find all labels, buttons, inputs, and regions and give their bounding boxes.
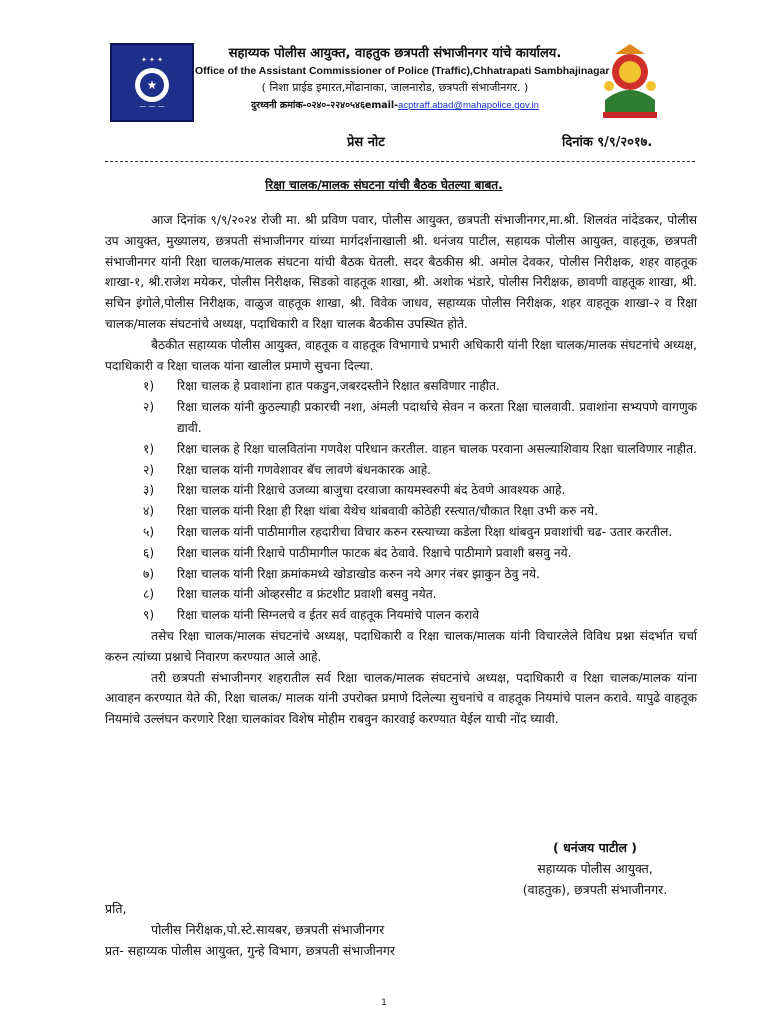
- signatory-name: ( धनंजय पाटील ): [553, 840, 637, 855]
- paragraph-3: तसेच रिक्षा चालक/मालक संघटनांचे अध्यक्ष, पदाधिकारी व रिक्षा चालक/मालक यांनी विचारलेले विविध प्रश्ना संदर्भात चर्चा करुन त्यांच्या प्रश्नाचे निवारण करण्यात आले आहे.: [105, 628, 697, 664]
- press-row: [0, 132, 768, 154]
- list-item: २) रिक्षा चालक यांनी गणवेशावर बॅच लावणे बंधनकारक आहे.: [143, 462, 432, 477]
- list-item: ४) रिक्षा चालक यांनी रिक्षा ही रिक्षा थांबा येथेच थांबवावी कोठेही रस्त्यात/चौकात रिक्षा उभी करु नये.: [143, 504, 598, 519]
- list-item: १) रिक्षा चालक हे प्रवाशांना हात पकडुन,जबरदस्तीने रिक्षात बसविणार नाहीत.: [143, 379, 500, 394]
- page-number: 1: [381, 998, 387, 1008]
- office-title-english: Office of the Assistant Commissioner of Police (Traffic),Chhatrapati Sambhajinagar: [195, 65, 610, 77]
- paragraph-2: बैठकीत सहाय्यक पोलीस आयुक्त, वाहतूक व वाहतूक विभागाचे प्रभारी अधिकारी यांनी रिक्षा चालक/मालक संघटनांचे अध्यक्ष, पदाधिकारी व रिक्षा चालक यांना खालील प्रमाणे सुचना दिल्या.: [105, 337, 697, 373]
- list-item: ७) रिक्षा चालक यांनी रिक्षा क्रमांकमध्ये खोडाखोड करुन नये अगर नंबर झाकुन ठेवु नये.: [143, 566, 540, 581]
- list-item: २) रिक्षा चालक यांनी कुठल्याही प्रकारची नशा, अंमली पदार्थाचे सेवन न करता रिक्षा चालवावी. प्रवाशांना सभ्यपणे वागणुक द्यावी.: [143, 400, 697, 435]
- signatory-office: (वाहतुक), छत्रपती संभाजीनगर.: [522, 882, 668, 897]
- paragraph-1: आज दिनांक ९/९/२०२४ रोजी मा. श्री प्रविण पवार, पोलीस आयुक्त, छत्रपती संभाजीनगर,मा.श्री. शिलवंत नांदेडकर, पोलीस उप आयुक्त, मुख्यालय, छत्रपती संभाजीनगर यांच्या मार्गदर्शनाखाली श्री. धनंजय पाटील, सहायक पोलीस आयुक्त, वाहतूक, छत्रपती संभाजीनगर यांनी रिक्षा चालक/मालक संघटना यांची बैठक घेतली. सदर बैठकीस श्री. अमोल देवकर, पोलीस निरीक्षक, शहर वाहतूक शाखा-१, श्री.राजेश मयेकर, पोलीस निरीक्षक, सिडको वाहतूक शाखा, श्री. अशोक भंडारे, पोलीस निरीक्षक, छावणी वाहतूक शाखा, श्री. सचिन इंगोले,पोलीस निरीक्षक, वाळुज वाहतूक शाखा, श्री. विवेक जाधव, सहाय्यक पोलीस निरीक्षक, शहर वाहतूक शाखा-२ व रिक्षा चालक/मालक संघटनांचे अध्यक्ष, पदाधिकारी व रिक्षा चालक बैठकीस उपस्थित होते.: [105, 213, 697, 331]
- paragraph-4: तरी छत्रपती संभाजीनगर शहरातील सर्व रिक्षा चालक/मालक संघटनांचे अध्यक्ष, पदाधिकारी व रिक्षा चालक/मालक यांना आवाहन करण्यात येते की, रिक्षा चालक/ मालक यांनी उपरोक्त प्रमाणे दिलेल्या सुचनांचे व वाहतूक नियमांचे पालन करावे. यापुढे वाहतूक नियमांचे उल्लंघन करणारे रिक्षा चालकांवर विशेष मोहीम राबवुन कारवाई करण्यात येईल याची नोंद घ्यावी.: [105, 670, 697, 727]
- list-item: ३) रिक्षा चालक यांनी रिक्षाचे उजव्या बाजुचा दरवाजा कायमस्वरुपी बंद ठेवणे आवश्यक आहे.: [143, 483, 566, 498]
- list-item: ८) रिक्षा चालक यांनी ओव्हरसीट व फ्रंटशीट प्रवाशी बसवु नयेत.: [143, 587, 437, 602]
- email-link[interactable]: acptraff.abad@mahapolice.gov.in: [398, 100, 539, 111]
- divider: [105, 161, 695, 162]
- signature-block: [480, 837, 710, 900]
- phone-label: दुरध्वनी क्रमांक-०२४०-२२४०५४६email-: [251, 100, 399, 111]
- list-item: १) रिक्षा चालक हे रिक्षा चालवितांना गणवेश परिधान करतील. वाहन चालक परवाना असल्याशिवाय रिक्षा चालविणार नाहीत.: [143, 441, 697, 456]
- signatory-designation: सहाय्यक पोलीस आयुक्त,: [537, 861, 653, 876]
- copy-to: प्रत- सहाय्यक पोलीस आयुक्त, गुन्हे विभाग, छत्रपती संभाजीनगर: [105, 943, 395, 958]
- office-title-marathi: सहाय्यक पोलीस आयुक्त, वाहतुक छत्रपती संभाजीनगर यांचे कार्यालय.: [228, 46, 562, 61]
- press-date: दिनांक ९/९/२०१७.: [562, 135, 653, 150]
- contact-line: [195, 97, 595, 115]
- list-item: ९) रिक्षा चालक यांनी सिग्नलचे व ईतर सर्व वाहतूक नियमांचे पालन करावे: [143, 608, 480, 623]
- to-label: प्रति,: [105, 901, 127, 916]
- list-item: ५) रिक्षा चालक यांनी पाठीमागील रहदारीचा विचार करुन रस्त्याच्या कडेला रिक्षा थांबवुन प्रवाशांची चढ- उतार करतील.: [143, 524, 673, 539]
- letterhead: [195, 45, 610, 115]
- maharashtra-emblem-icon: [595, 40, 665, 120]
- instruction-list: [105, 376, 697, 626]
- recipient-1: पोलीस निरीक्षक,पो.स्टे.सायबर, छत्रपती संभाजीनगर: [151, 922, 385, 937]
- police-emblem-icon: ✦ ✦ ✦ ★ — — —: [110, 43, 194, 122]
- body-text: [105, 210, 697, 730]
- office-address: ( निशा प्राईड इमारत,मोंढानाका, जालनारोड, छत्रपती संभाजीनगर. ): [261, 81, 529, 94]
- subject-line: रिक्षा चालक/मालक संघटना यांची बैठक घेतल्या बाबत.: [265, 178, 503, 192]
- press-note-label: प्रेस नोट: [347, 135, 385, 150]
- list-item: ६) रिक्षा चालक यांनी रिक्षाचे पाठीमागील फाटक बंद ठेवावे. रिक्षाचे पाठीमागे प्रवाशी बसवु नये.: [143, 545, 572, 560]
- recipients-block: [105, 898, 395, 961]
